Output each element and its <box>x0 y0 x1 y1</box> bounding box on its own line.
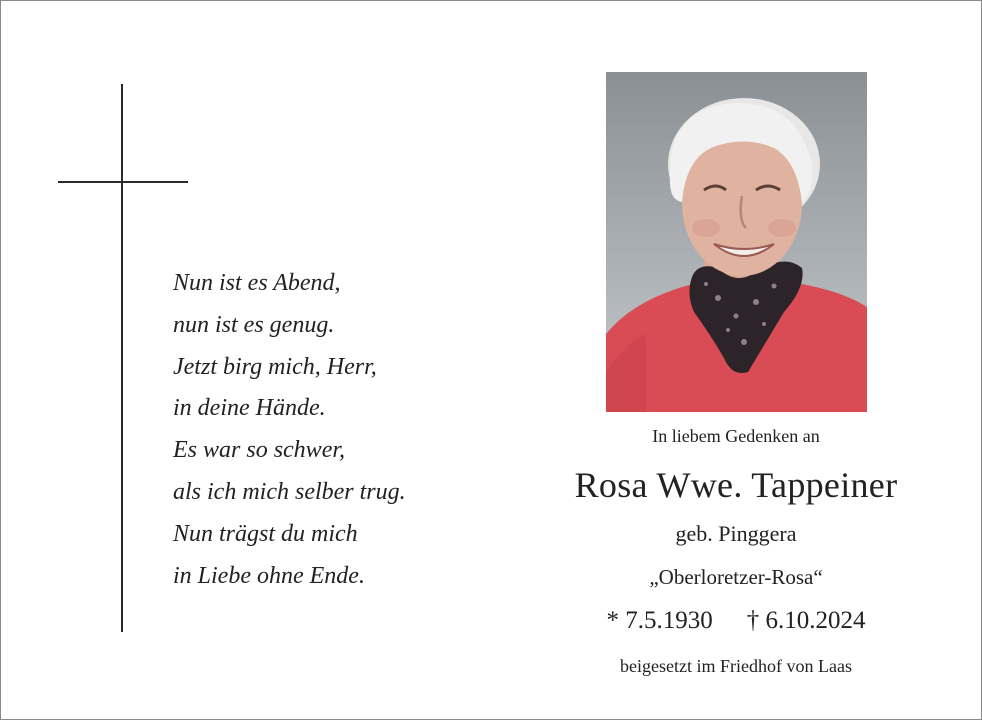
poem-line: in deine Hände. <box>173 395 326 422</box>
memorial-poem <box>173 263 406 597</box>
memorial-intro: In liebem Gedenken an <box>652 426 820 446</box>
life-dates <box>560 607 912 635</box>
cross-icon-horizontal-bar <box>58 181 188 183</box>
poem-line: Nun ist es Abend, <box>173 270 341 296</box>
nickname: „Oberloretzer-Rosa“ <box>649 565 823 589</box>
burial-note: beigesetzt im Friedhof von Laas <box>620 656 852 676</box>
birth-date: * 7.5.1930 <box>606 607 713 634</box>
poem-line: Nun trägst du mich <box>173 520 358 547</box>
poem-line: Es war so schwer, <box>173 437 346 464</box>
death-date: † 6.10.2024 <box>746 607 866 634</box>
poem-line: in Liebe ohne Ende. <box>173 562 365 589</box>
cross-icon-vertical-bar <box>121 84 123 632</box>
poem-line: Jetzt birg mich, Herr, <box>173 353 377 380</box>
deceased-name: Rosa Wwe. Tappeiner <box>574 465 898 505</box>
portrait-photo <box>606 72 867 412</box>
poem-line: als ich mich selber trug. <box>173 478 406 505</box>
birth-name: geb. Pinggera <box>675 521 797 546</box>
poem-line: nun ist es genug. <box>173 311 335 338</box>
portrait-illustration <box>606 72 867 412</box>
